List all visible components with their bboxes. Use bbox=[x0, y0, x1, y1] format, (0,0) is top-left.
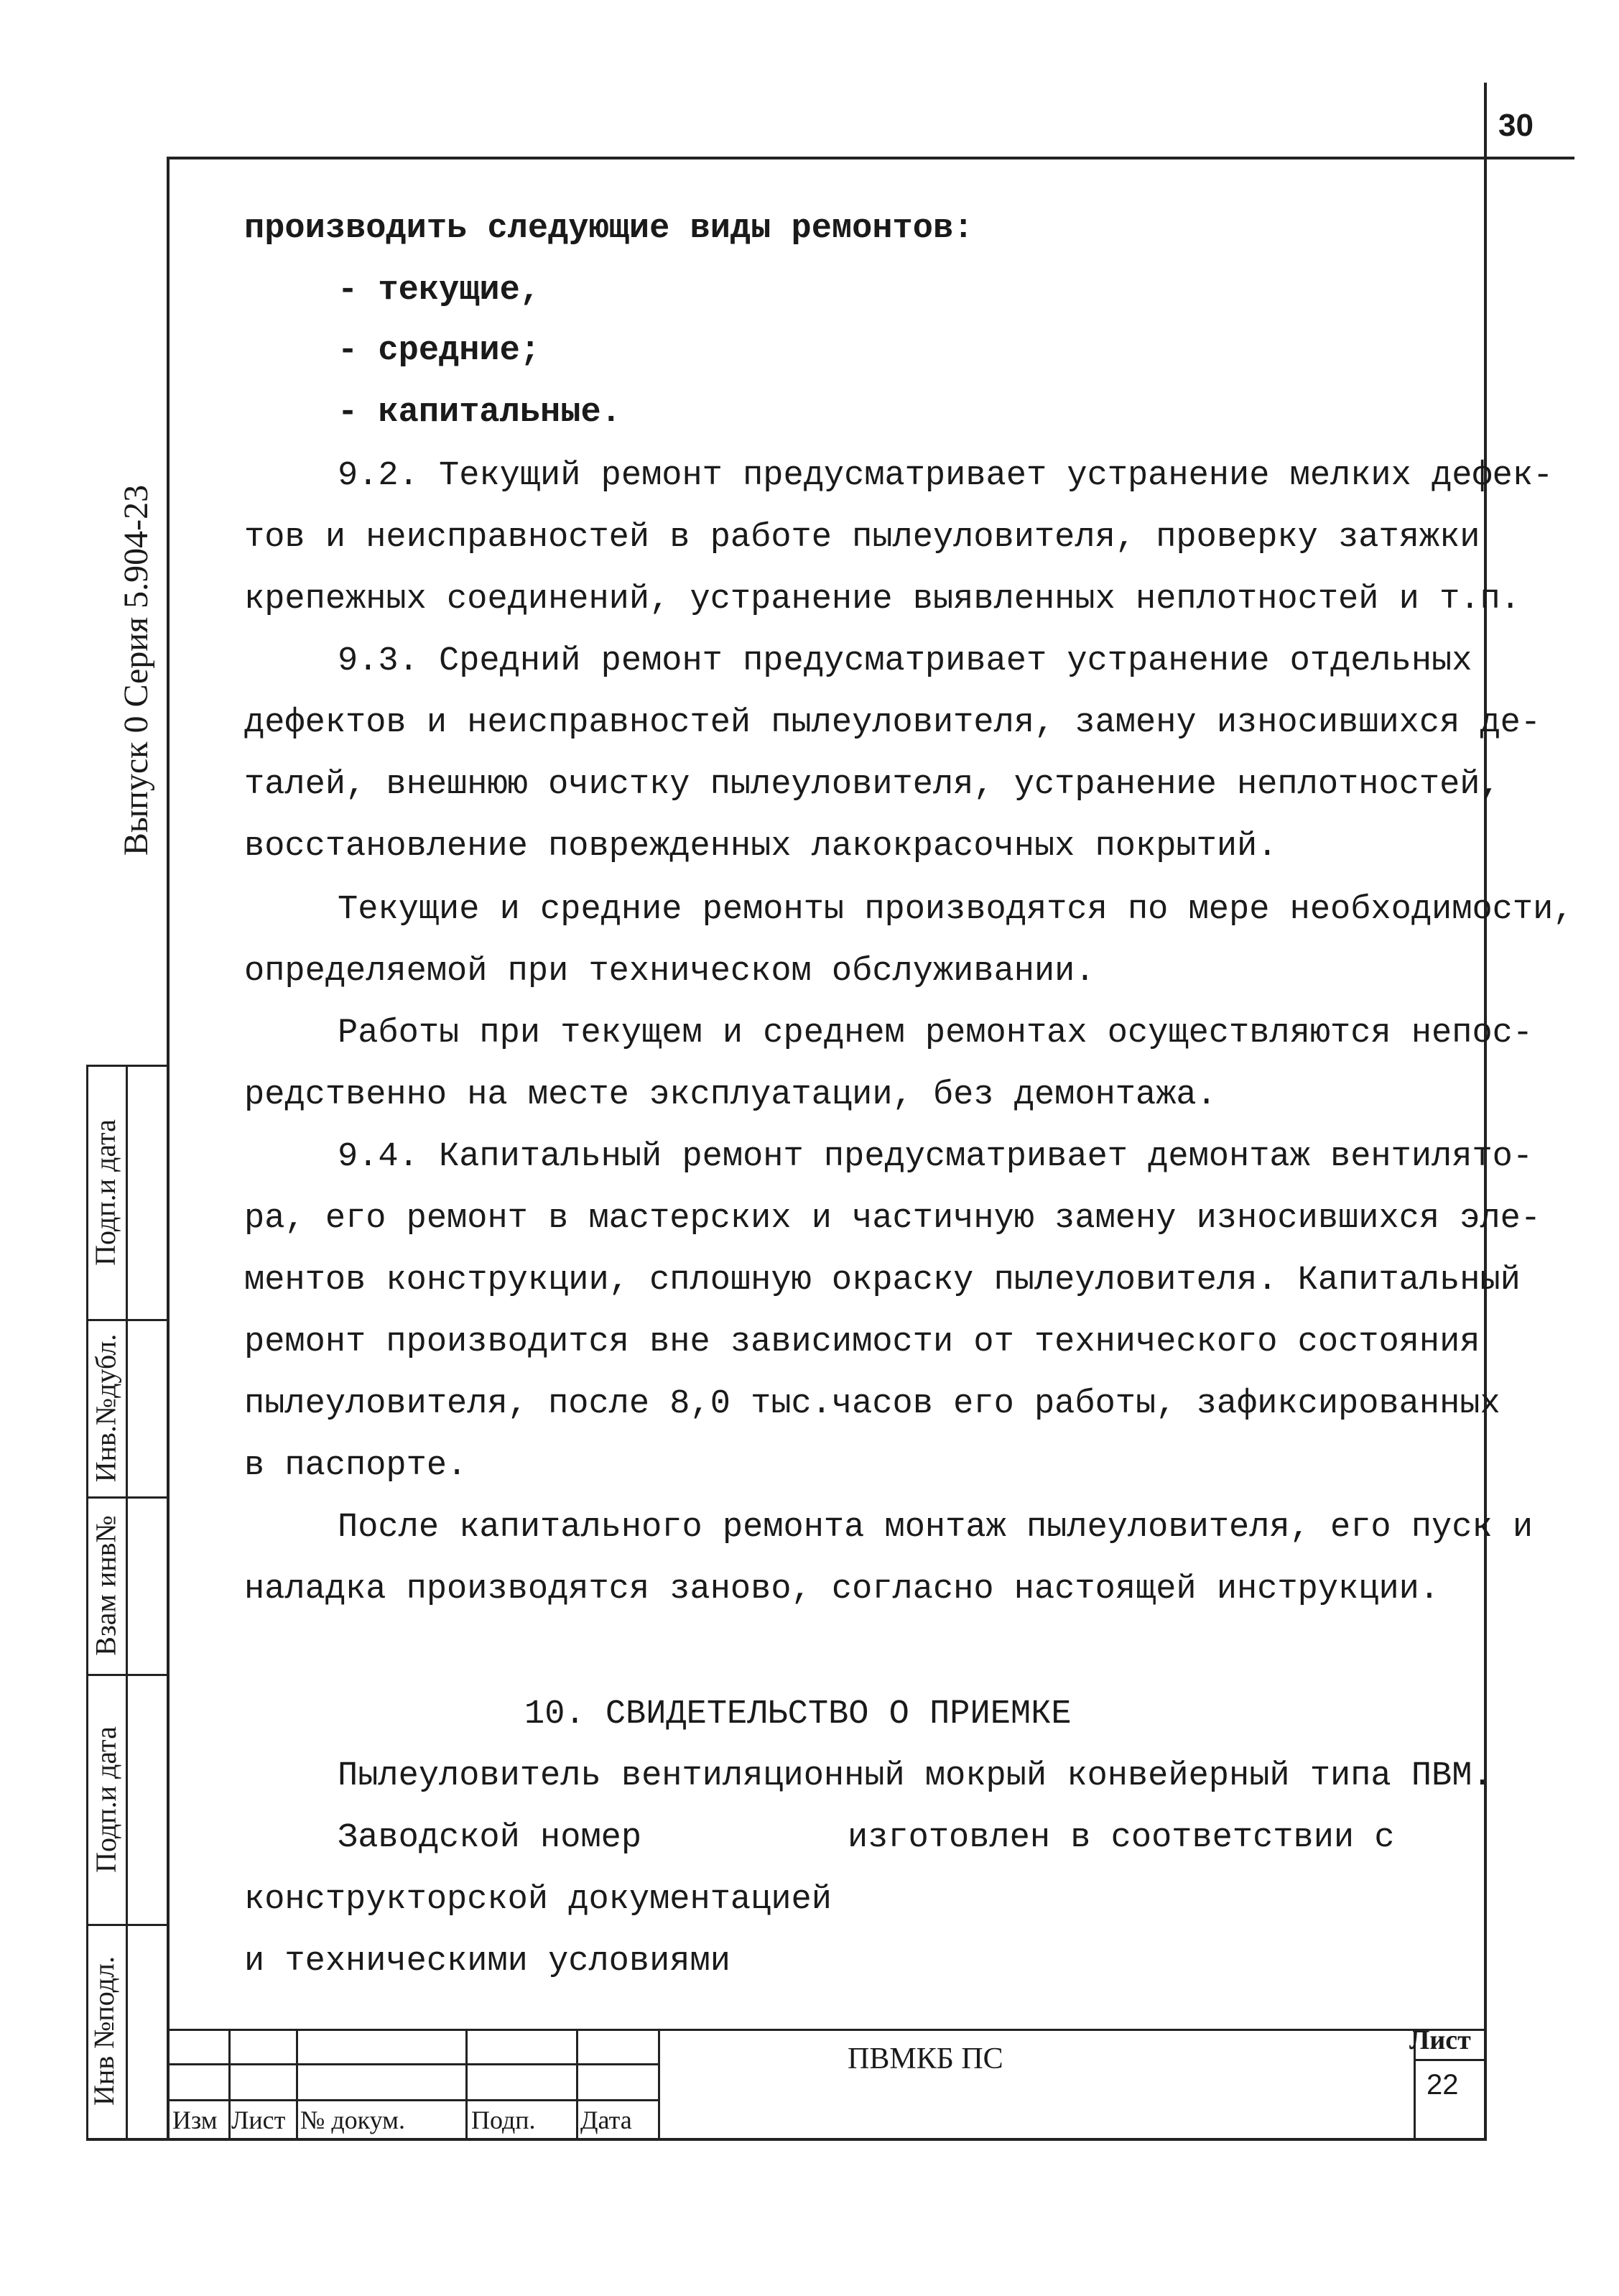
tb-sheet-divider bbox=[1414, 2059, 1484, 2061]
text-line: определяемой при техническом обслуживании. bbox=[244, 953, 1095, 991]
series-label: Выпуск 0 Серия 5.904-23 bbox=[117, 484, 155, 856]
text-line: производить следующие виды ремонтов: bbox=[244, 210, 974, 248]
text-line: ментов конструкции, сплошную окраску пылеуловителя. Капитальный bbox=[244, 1262, 1521, 1300]
text-line: редственно на месте эксплуатации, без демонтажа. bbox=[244, 1076, 1217, 1114]
stamp-cell-sign-date-2: Подп.и дата bbox=[90, 1726, 122, 1873]
text-line: пылеуловителя, после 8,0 тыс.часов его работы, зафиксированных bbox=[244, 1385, 1500, 1423]
text-line: ремонт производится вне зависимости от технического состояния bbox=[244, 1323, 1480, 1361]
tb-top bbox=[170, 2029, 1484, 2031]
text-line: и техническими условиями bbox=[244, 1943, 730, 1981]
frame-left bbox=[167, 157, 170, 2141]
tb-col bbox=[296, 2029, 298, 2138]
tb-header-izm: Изм bbox=[172, 2106, 218, 2134]
text-line: После капитального ремонта монтаж пылеуловителя, его пуск и bbox=[338, 1509, 1534, 1547]
text-line: - текущие, bbox=[338, 272, 541, 310]
tb-header-doc: № докум. bbox=[300, 2106, 405, 2134]
text-line: Работы при текущем и среднем ремонтах осуществляются непос- bbox=[338, 1014, 1534, 1052]
frame-bottom bbox=[86, 2138, 1487, 2141]
page-number-divider bbox=[1484, 83, 1487, 158]
text-line: крепежных соединений, устранение выявленных неплотностей и т.п. bbox=[244, 580, 1521, 619]
text-line: конструкторской документацией bbox=[244, 1881, 832, 1919]
stamp-divider-1 bbox=[86, 1319, 169, 1321]
text-line: изготовлен в соответствии с bbox=[848, 1819, 1395, 1857]
text-line: ра, его ремонт в мастерских и частичную замену износившихся эле- bbox=[244, 1200, 1541, 1238]
tb-col bbox=[576, 2029, 578, 2138]
tb-header-list: Лист bbox=[231, 2106, 286, 2134]
page-number: 30 bbox=[1498, 108, 1534, 143]
tb-col bbox=[228, 2029, 231, 2138]
tb-col bbox=[465, 2029, 468, 2138]
stamp-column-inner bbox=[126, 1065, 128, 2139]
text-line: - средние; bbox=[338, 332, 541, 370]
text-line: талей, внешнюю очистку пылеуловителя, устранение неплотностей, bbox=[244, 766, 1500, 804]
text-line: - капитальные. bbox=[338, 394, 621, 432]
tb-header-sign: Подп. bbox=[471, 2106, 536, 2134]
section-heading: 10. СВИДЕТЕЛЬСТВО О ПРИЕМКЕ bbox=[524, 1695, 1072, 1733]
text-line: 9.4. Капитальный ремонт предусматривает демонтаж вентилято- bbox=[338, 1138, 1534, 1176]
text-line: в паспорте. bbox=[244, 1447, 468, 1485]
tb-row-line bbox=[170, 2099, 658, 2101]
stamp-divider-2 bbox=[86, 1496, 169, 1499]
tb-sheet-number: 22 bbox=[1427, 2069, 1459, 2101]
text-line: Заводской номер bbox=[338, 1819, 642, 1857]
stamp-cell-orig-inv: Инв №подл. bbox=[88, 1956, 120, 2106]
text-line: Пылеуловитель вентиляционный мокрый конвейерный типа ПВМ. bbox=[338, 1757, 1493, 1795]
tb-header-date: Дата bbox=[580, 2106, 632, 2134]
text-line: восстановление поврежденных лакокрасочных покрытий. bbox=[244, 828, 1278, 866]
tb-sheet-label: Лист bbox=[1409, 2025, 1471, 2055]
stamp-cell-repl-inv: Взам инв№ bbox=[89, 1515, 122, 1656]
text-line: дефектов и неисправностей пылеуловителя, замену износившихся де- bbox=[244, 704, 1541, 742]
frame-top bbox=[167, 157, 1574, 159]
text-line: 9.3. Средний ремонт предусматривает устранение отдельных bbox=[338, 642, 1472, 680]
tb-designation: ПВМКБ ПС bbox=[848, 2042, 1003, 2075]
text-line: 9.2. Текущий ремонт предусматривает устранение мелких дефек- bbox=[338, 457, 1554, 495]
text-line: Текущие и средние ремонты производятся по мере необходимости, bbox=[338, 891, 1574, 929]
text-line: тов и неисправностей в работе пылеуловителя, проверку затяжки bbox=[244, 519, 1480, 557]
stamp-cell-dupl-inv: Инв.№дубл. bbox=[89, 1333, 122, 1483]
tb-col bbox=[658, 2029, 660, 2138]
text-line: наладка производятся заново, согласно настоящей инструкции. bbox=[244, 1570, 1440, 1608]
tb-row-line bbox=[170, 2063, 658, 2065]
stamp-cell-sign-date: Подп.и дата bbox=[89, 1119, 121, 1266]
